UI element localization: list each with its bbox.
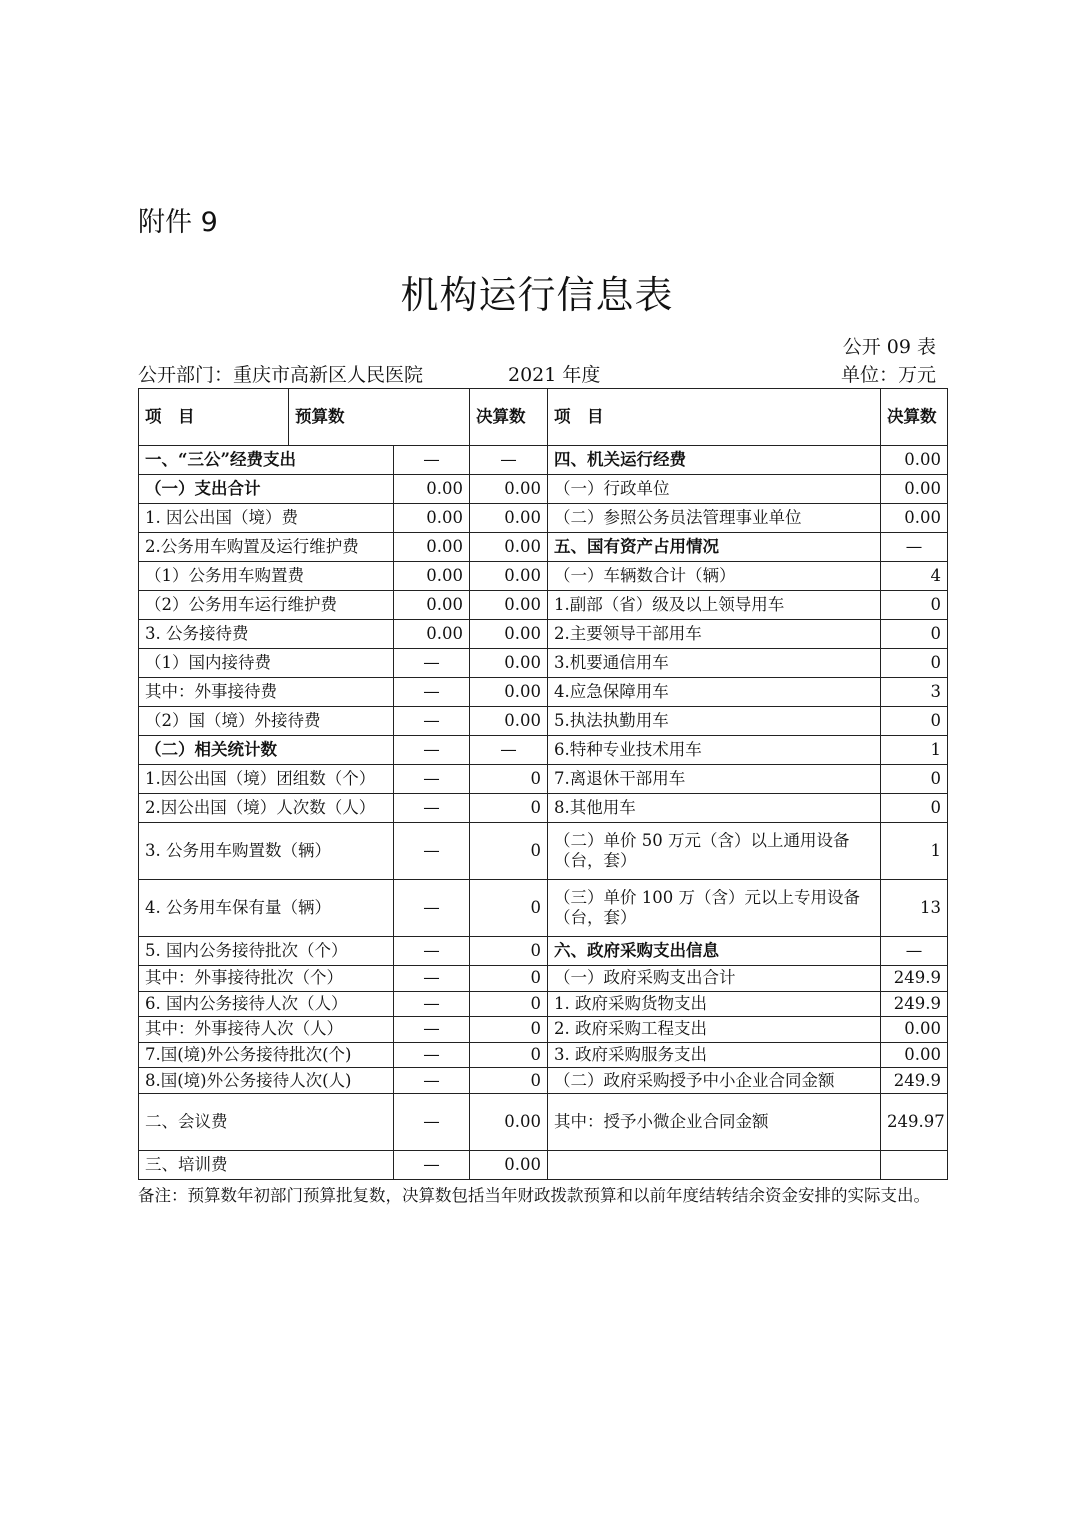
row-item-right: 4.应急保障用车 bbox=[548, 678, 881, 707]
row-budget: — bbox=[394, 678, 470, 707]
row-item-right: （一）行政单位 bbox=[548, 475, 881, 504]
row-budget: — bbox=[394, 736, 470, 765]
row-item-right: 6.特种专业技术用车 bbox=[548, 736, 881, 765]
row-final: 0.00 bbox=[470, 533, 548, 562]
row-item-right: 其中：授予小微企业合同金额 bbox=[548, 1093, 881, 1150]
row-budget: 0.00 bbox=[394, 620, 470, 649]
header-final-right: 决算数 bbox=[881, 389, 948, 446]
row-item: （一）支出合计 bbox=[139, 475, 394, 504]
table-row bbox=[139, 1017, 948, 1043]
row-item-right: 1. 政府采购货物支出 bbox=[548, 991, 881, 1017]
row-final-right: 0.00 bbox=[881, 446, 948, 475]
row-final-right: 0 bbox=[881, 620, 948, 649]
row-final: — bbox=[470, 736, 548, 765]
table-row bbox=[139, 504, 948, 533]
row-item-right: 3. 政府采购服务支出 bbox=[548, 1042, 881, 1068]
row-final: 0.00 bbox=[470, 562, 548, 591]
table-row bbox=[139, 591, 948, 620]
row-final: 0.00 bbox=[470, 591, 548, 620]
row-item: 8.国(境)外公务接待人次(人) bbox=[139, 1068, 394, 1094]
unit-label: 单位：万元 bbox=[840, 364, 936, 386]
row-item: 三、培训费 bbox=[139, 1150, 394, 1179]
row-final: 0.00 bbox=[470, 504, 548, 533]
row-budget: — bbox=[394, 937, 470, 966]
fiscal-year: 2021 年度 bbox=[508, 364, 601, 386]
row-item: 5. 国内公务接待批次（个） bbox=[139, 937, 394, 966]
table-row bbox=[139, 1068, 948, 1094]
row-item-right: 五、国有资产占用情况 bbox=[548, 533, 881, 562]
header-final: 决算数 bbox=[470, 389, 548, 446]
table-row bbox=[139, 794, 948, 823]
row-budget: — bbox=[394, 1068, 470, 1094]
table-row bbox=[139, 966, 948, 992]
row-final: 0.00 bbox=[470, 707, 548, 736]
row-item: （1）公务用车购置费 bbox=[139, 562, 394, 591]
row-item-right: 8.其他用车 bbox=[548, 794, 881, 823]
row-final-right: 0 bbox=[881, 707, 948, 736]
table-row bbox=[139, 880, 948, 937]
row-item-right: （二）政府采购授予中小企业合同金额 bbox=[548, 1068, 881, 1094]
row-budget: 0.00 bbox=[394, 504, 470, 533]
row-item: 7.国(境)外公务接待批次(个) bbox=[139, 1042, 394, 1068]
row-final-right: 0.00 bbox=[881, 504, 948, 533]
row-item: 1. 因公出国（境）费 bbox=[139, 504, 394, 533]
row-item: 其中：外事接待费 bbox=[139, 678, 394, 707]
row-budget: — bbox=[394, 991, 470, 1017]
table-row bbox=[139, 736, 948, 765]
row-item: （1）国内接待费 bbox=[139, 649, 394, 678]
row-item-right: 2.主要领导干部用车 bbox=[548, 620, 881, 649]
row-final: — bbox=[470, 446, 548, 475]
row-final-right: 3 bbox=[881, 678, 948, 707]
row-final-right bbox=[881, 1150, 948, 1179]
form-number: 公开 09 表 bbox=[842, 336, 936, 358]
row-item: 其中：外事接待批次（个） bbox=[139, 966, 394, 992]
row-budget: — bbox=[394, 823, 470, 880]
table-row bbox=[139, 991, 948, 1017]
header-item-right: 项 目 bbox=[548, 389, 881, 446]
table-row bbox=[139, 937, 948, 966]
attachment-label: 附件 9 bbox=[138, 207, 218, 238]
row-budget: 0.00 bbox=[394, 475, 470, 504]
row-budget: — bbox=[394, 966, 470, 992]
row-final: 0.00 bbox=[470, 1093, 548, 1150]
row-final-right: 249.97 bbox=[881, 1093, 948, 1150]
row-final: 0 bbox=[470, 823, 548, 880]
row-final-right: 0 bbox=[881, 765, 948, 794]
row-item: （2）国（境）外接待费 bbox=[139, 707, 394, 736]
row-item-right: 7.离退休干部用车 bbox=[548, 765, 881, 794]
row-final-right: 0.00 bbox=[881, 1042, 948, 1068]
row-budget: — bbox=[394, 765, 470, 794]
row-item-right bbox=[548, 1150, 881, 1179]
table-row bbox=[139, 678, 948, 707]
row-item: 2.因公出国（境）人次数（人） bbox=[139, 794, 394, 823]
row-budget: 0.00 bbox=[394, 562, 470, 591]
row-item-right: （二）单价 50 万元（含）以上通用设备（台，套） bbox=[548, 823, 881, 880]
row-final: 0.00 bbox=[470, 1150, 548, 1179]
table-header-row bbox=[139, 389, 948, 446]
department: 公开部门：重庆市高新区人民医院 bbox=[138, 364, 424, 386]
row-final: 0 bbox=[470, 991, 548, 1017]
row-item: 3. 公务接待费 bbox=[139, 620, 394, 649]
row-item: 一、“三公”经费支出 bbox=[139, 446, 394, 475]
row-final: 0.00 bbox=[470, 649, 548, 678]
row-final: 0.00 bbox=[470, 678, 548, 707]
row-item-right: 四、机关运行经费 bbox=[548, 446, 881, 475]
row-budget: 0.00 bbox=[394, 533, 470, 562]
row-final-right: 249.9 bbox=[881, 966, 948, 992]
row-item: （2）公务用车运行维护费 bbox=[139, 591, 394, 620]
row-item-right: （三）单价 100 万（含）元以上专用设备（台，套） bbox=[548, 880, 881, 937]
row-final-right: 249.9 bbox=[881, 1068, 948, 1094]
row-final-right: 13 bbox=[881, 880, 948, 937]
row-final-right: 4 bbox=[881, 562, 948, 591]
row-budget: — bbox=[394, 1150, 470, 1179]
header-budget: 预算数 bbox=[289, 389, 470, 446]
table-row bbox=[139, 1093, 948, 1150]
table-row bbox=[139, 765, 948, 794]
row-final: 0 bbox=[470, 765, 548, 794]
table-row bbox=[139, 446, 948, 475]
row-final-right: 0 bbox=[881, 591, 948, 620]
row-item: 其中：外事接待人次（人） bbox=[139, 1017, 394, 1043]
row-item-right: （一）车辆数合计（辆） bbox=[548, 562, 881, 591]
row-item-right: （一）政府采购支出合计 bbox=[548, 966, 881, 992]
row-item: 2.公务用车购置及运行维护费 bbox=[139, 533, 394, 562]
row-final: 0.00 bbox=[470, 475, 548, 504]
row-item: 二、会议费 bbox=[139, 1093, 394, 1150]
row-final-right: 1 bbox=[881, 823, 948, 880]
row-item-right: 六、政府采购支出信息 bbox=[548, 937, 881, 966]
table-row bbox=[139, 649, 948, 678]
header-item-left: 项 目 bbox=[139, 389, 289, 446]
row-budget: — bbox=[394, 707, 470, 736]
table-row bbox=[139, 1042, 948, 1068]
row-final-right: 0 bbox=[881, 649, 948, 678]
row-final-right: — bbox=[881, 533, 948, 562]
row-item-right: 3.机要通信用车 bbox=[548, 649, 881, 678]
row-final-right: 249.9 bbox=[881, 991, 948, 1017]
row-final: 0 bbox=[470, 794, 548, 823]
row-final-right: 1 bbox=[881, 736, 948, 765]
row-item-right: 5.执法执勤用车 bbox=[548, 707, 881, 736]
table-row bbox=[139, 475, 948, 504]
row-item-right: 1.副部（省）级及以上领导用车 bbox=[548, 591, 881, 620]
page-title: 机构运行信息表 bbox=[400, 273, 674, 317]
row-budget: 0.00 bbox=[394, 591, 470, 620]
table-row bbox=[139, 707, 948, 736]
row-budget: — bbox=[394, 1017, 470, 1043]
row-final: 0 bbox=[470, 937, 548, 966]
row-final-right: 0 bbox=[881, 794, 948, 823]
row-item: （二）相关统计数 bbox=[139, 736, 394, 765]
row-final: 0 bbox=[470, 1042, 548, 1068]
table-row bbox=[139, 562, 948, 591]
row-item-right: 2. 政府采购工程支出 bbox=[548, 1017, 881, 1043]
row-item: 6. 国内公务接待人次（人） bbox=[139, 991, 394, 1017]
row-budget: — bbox=[394, 649, 470, 678]
row-final: 0 bbox=[470, 1017, 548, 1043]
row-budget: — bbox=[394, 794, 470, 823]
row-item-right: （二）参照公务员法管理事业单位 bbox=[548, 504, 881, 533]
row-final-right: — bbox=[881, 937, 948, 966]
footnote: 备注：预算数年初部门预算批复数，决算数包括当年财政拨款预算和以前年度结转结余资金安排的实际支出。 bbox=[138, 1186, 930, 1205]
row-final: 0 bbox=[470, 966, 548, 992]
table-row bbox=[139, 1150, 948, 1179]
info-table bbox=[138, 388, 948, 1180]
row-budget: — bbox=[394, 1042, 470, 1068]
row-final-right: 0.00 bbox=[881, 475, 948, 504]
row-budget: — bbox=[394, 446, 470, 475]
row-item: 4. 公务用车保有量（辆） bbox=[139, 880, 394, 937]
row-final: 0.00 bbox=[470, 620, 548, 649]
row-budget: — bbox=[394, 1093, 470, 1150]
table-row bbox=[139, 620, 948, 649]
table-row bbox=[139, 823, 948, 880]
row-item: 3. 公务用车购置数（辆） bbox=[139, 823, 394, 880]
row-final: 0 bbox=[470, 880, 548, 937]
table-row bbox=[139, 533, 948, 562]
row-item: 1.因公出国（境）团组数（个） bbox=[139, 765, 394, 794]
row-budget: — bbox=[394, 880, 470, 937]
row-final-right: 0.00 bbox=[881, 1017, 948, 1043]
row-final: 0 bbox=[470, 1068, 548, 1094]
